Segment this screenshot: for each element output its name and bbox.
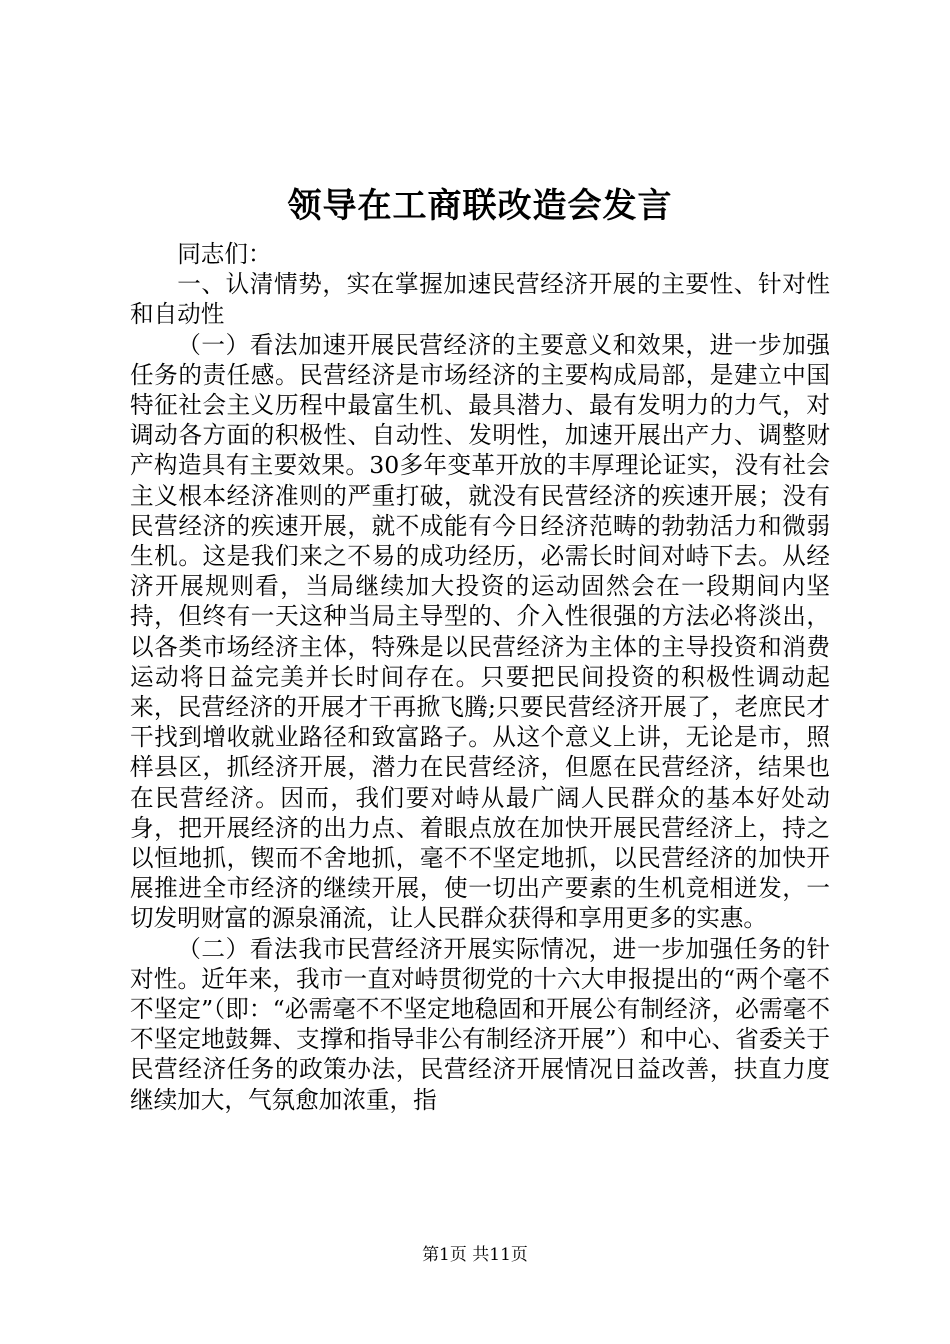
paragraph-body-1: （一）看法加速开展民营经济的主要意义和效果，进一步加强任务的责任感。民营经济是市场经济的主要构成局部，是建立中国特征社会主义历程中最富生机、最具潜力、最有发明力的力气，对调动各方面的积极性、自动性、发明性，加速开展出产力、调整财产构造具有主要效果。30多年变革开放的丰厚理论证实，没有社会主义根本经济准则的严重打破，就没有民营经济的疾速开展；没有民营经济的疾速开展，就不成能有今日经济范畴的勃勃活力和微弱生机。这是我们来之不易的成功经历，必需长时间对峙下去。从经济开展规则看，当局继续加大投资的运动固然会在一段期间内坚持，但终有一天这种当局主导型的、介入性很强的方法必将淡出，以各类市场经济主体，特殊是以民营经济为主体的主导投资和消费运动将日益完美并长时间存在。只要把民间投资的积极性调动起来，民营经济的开展才干再掀飞腾;只要民营经济开展了，老庶民才干找到增收就业路径和致富路子。从这个意义上讲，无论是市，照样县区，抓经济开展，潜力在民营经济，但愿在民营经济，结果也在民营经济。因而，我们要对峙从最广阔人民群众的基本好处动身，把开展经济的出力点、着眼点放在加快开展民营经济上，持之以恒地抓，锲而不舍地抓，毫不不坚定地抓，以民营经济的加快开展推进全市经济的继续开展，使一切出产要素的生机竞相迸发，一切发明财富的源泉涌流，让人民群众获得和享用更多的实惠。 [130,330,830,933]
paragraph-section-heading: 一、认清情势，实在掌握加速民营经济开展的主要性、针对性和自动性 [130,270,830,329]
page-footer: 第1页 共11页 [422,1245,528,1265]
paragraph-body-2: （二）看法我市民营经济开展实际情况，进一步加强任务的针对性。近年来，我市一直对峙贯彻党的十六大申报提出的“两个毫不不坚定”（即：“必需毫不不坚定地稳固和开展公有制经济，必需毫不不坚定地鼓舞、支撑和指导非公有制经济开展”）和中心、省委关于民营经济任务的政策办法，民营经济开展情况日益改善，扶直力度继续加大，气氛愈加浓重，指 [130,934,830,1114]
paragraph-salutation: 同志们： [177,240,272,268]
document-title: 领导在工商联改造会发言 [287,186,673,226]
document-page [130,183,830,1115]
